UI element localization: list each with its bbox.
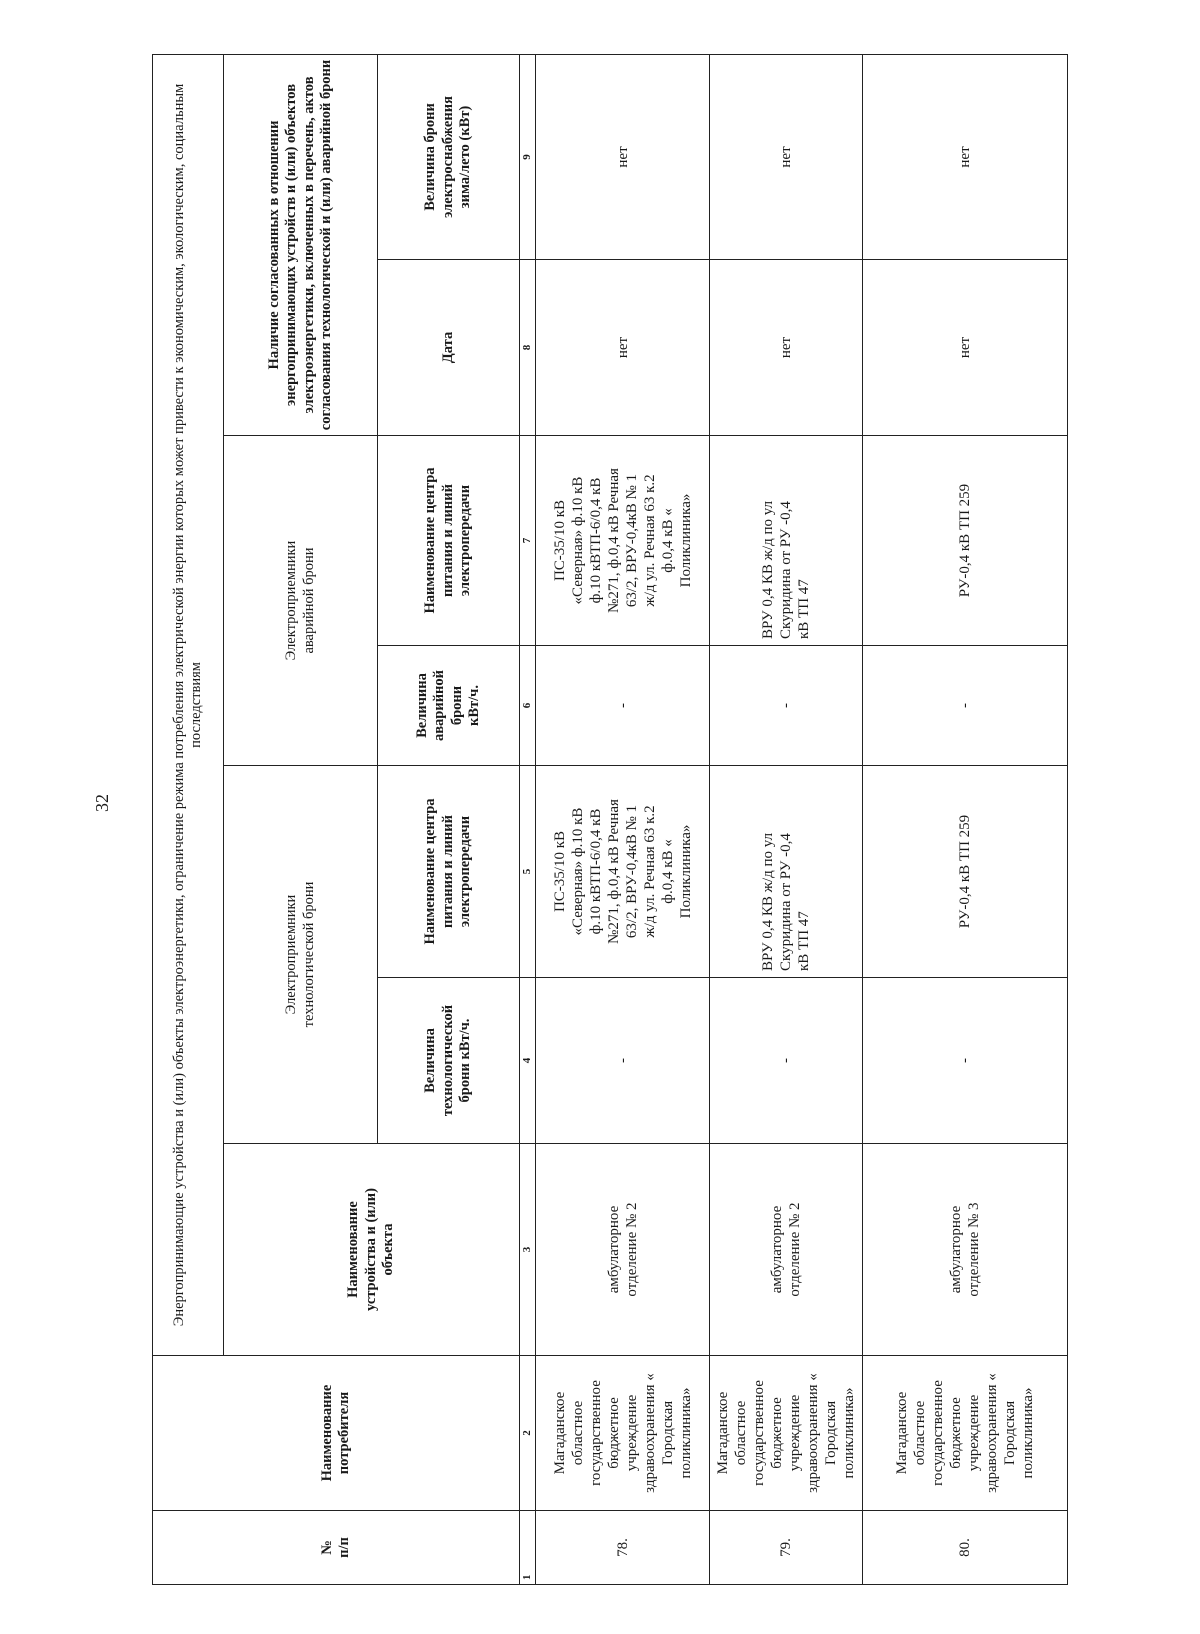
column-number: 9 bbox=[520, 54, 536, 259]
column-number: 3 bbox=[520, 1144, 536, 1356]
column-number: 4 bbox=[520, 978, 536, 1144]
emergency-reserve-value: - bbox=[536, 646, 710, 766]
header-emerg-value: Величина аварийной брони кВт/ч. bbox=[378, 646, 520, 766]
column-number: 6 bbox=[520, 646, 536, 766]
header-emerg-center: Наименование центра питания и линий электропередачи bbox=[378, 436, 520, 646]
reserve-table bbox=[152, 54, 1068, 1585]
header-tech-center: Наименование центра питания и линий электропередачи bbox=[378, 766, 520, 978]
reserve-supply-value: нет bbox=[863, 54, 1068, 259]
consumer-name: Магаданское областное государственное бюджетное учреждение здравоохранения « Городская поликлиника» bbox=[710, 1356, 863, 1511]
row-number: 80. bbox=[863, 1511, 1068, 1585]
header-date: Дата bbox=[378, 260, 520, 436]
tech-power-center: ПС-35/10 кВ «Северная» ф.10 кВ ф.10 кВТП-6/0,4 кВ №271, ф.0,4 кВ Речная 63/2, ВРУ-0,4кВ № 1 ж/д ул. Речная 63 к.2 ф.0,4 кВ « Поликлиника» bbox=[536, 766, 710, 978]
column-number: 5 bbox=[520, 766, 536, 978]
reserve-supply-value: нет bbox=[536, 54, 710, 259]
emergency-power-center: РУ-0,4 кВ ТП 259 bbox=[863, 436, 1068, 646]
emergency-power-center: ПС-35/10 кВ «Северная» ф.10 кВ ф.10 кВТП-6/0,4 кВ №271, ф.0,4 кВ Речная 63/2, ВРУ-0,4кВ № 1 ж/д ул. Речная 63 к.2 ф.0,4 кВ « Поликлиника» bbox=[536, 436, 710, 646]
object-name: амбулаторное отделение № 3 bbox=[863, 1144, 1068, 1356]
column-number: 7 bbox=[520, 436, 536, 646]
column-number: 1 bbox=[520, 1511, 536, 1585]
header-group-emergency: Электроприемники аварийной брони bbox=[224, 436, 378, 766]
tech-reserve-value: - bbox=[710, 978, 863, 1144]
column-number: 8 bbox=[520, 260, 536, 436]
rotated-table-wrapper bbox=[152, 55, 1067, 1585]
tech-power-center: РУ-0,4 кВ ТП 259 bbox=[863, 766, 1068, 978]
agreement-date: нет bbox=[536, 260, 710, 436]
header-group-agreement: Наличие согласованных в отношении энергопринимающих устройств и (или) объектов электроэнергетики, включенных в перечень, актов согласования технологической и (или) аварийной брони bbox=[224, 54, 378, 435]
consumer-name: Магаданское областное государственное бюджетное учреждение здравоохранения « Городская поликлиника» bbox=[863, 1356, 1068, 1511]
emergency-reserve-value: - bbox=[863, 646, 1068, 766]
header-object: Наименование устройства и (или) объекта bbox=[224, 1144, 520, 1356]
header-consumer: Наименование потребителя bbox=[153, 1356, 520, 1511]
reserve-supply-value: нет bbox=[710, 54, 863, 259]
tech-power-center: ВРУ 0,4 КВ ж/д по ул Скуридина от РУ -0,4 кВ ТП 47 bbox=[710, 766, 863, 978]
table-row bbox=[863, 54, 1068, 1584]
emergency-reserve-value: - bbox=[710, 646, 863, 766]
tech-reserve-value: - bbox=[863, 978, 1068, 1144]
table-row bbox=[536, 54, 710, 1584]
row-number: 79. bbox=[710, 1511, 863, 1585]
header-main: Энергопринимающие устройства и (или) объекты электроэнергетики, ограничение режима потребления электрической энергии которых может привести к экономическим, экологическим, социальным последствиям bbox=[153, 54, 224, 1355]
header-num: № п/п bbox=[153, 1511, 520, 1585]
table-row bbox=[710, 54, 863, 1584]
tech-reserve-value: - bbox=[536, 978, 710, 1144]
consumer-name: Магаданское областное государственное бюджетное учреждение здравоохранения « Городская поликлиника» bbox=[536, 1356, 710, 1511]
agreement-date: нет bbox=[863, 260, 1068, 436]
row-number: 78. bbox=[536, 1511, 710, 1585]
header-reserve: Величина брони электроснабжения зима/лето (кВт) bbox=[378, 54, 520, 259]
emergency-power-center: ВРУ 0,4 КВ ж/д по ул Скуридина от РУ -0,4 кВ ТП 47 bbox=[710, 436, 863, 646]
page-number: 32 bbox=[92, 794, 112, 812]
object-name: амбулаторное отделение № 2 bbox=[710, 1144, 863, 1356]
header-group-tech: Электроприемники технологической брони bbox=[224, 766, 378, 1144]
header-tech-value: Величина технологической брони кВт/ч. bbox=[378, 978, 520, 1144]
object-name: амбулаторное отделение № 2 bbox=[536, 1144, 710, 1356]
agreement-date: нет bbox=[710, 260, 863, 436]
column-number: 2 bbox=[520, 1356, 536, 1511]
